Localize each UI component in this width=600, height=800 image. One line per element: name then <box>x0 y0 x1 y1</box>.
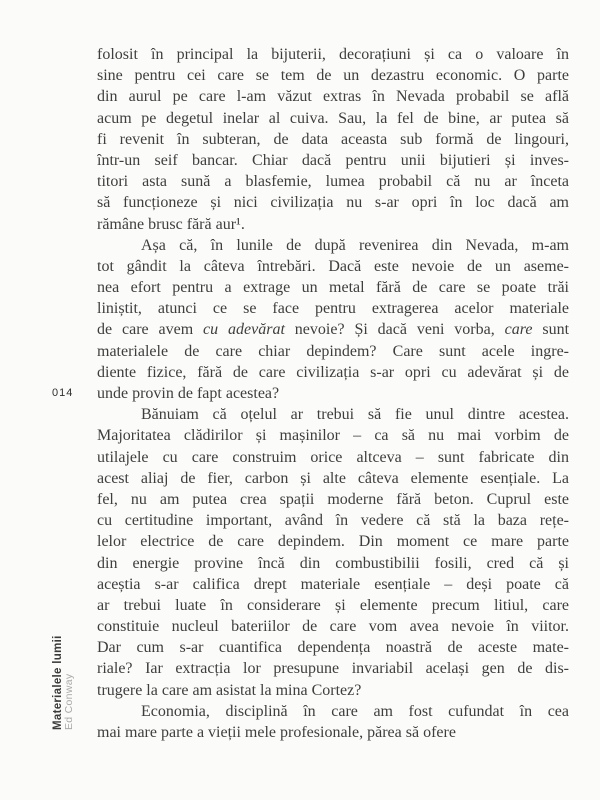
text-line: titori asta sună a blasfemie, lumea probabil că nu ar înceta <box>97 173 569 191</box>
text-line: Majoritatea clădirilor și mașinilor – ca să nu mai vorbim de <box>97 427 569 445</box>
text-line: din aurul pe care l-am văzut extras în Nevada probabil se află <box>97 88 569 106</box>
text-line: materialele de care chiar depindem? Care sunt acele ingre- <box>97 342 569 360</box>
text-line: din energie provine încă din combustibilii fosili, cred că și <box>97 554 569 572</box>
text-line: mai mare parte a vieții mele profesionale, părea să ofere <box>97 724 456 741</box>
text-line: nea efort pentru a extrage un metal fără de care se poate trăi <box>97 279 569 297</box>
text-line: într-un seif bancar. Chiar dacă pentru unii bijutieri și inves- <box>97 151 569 169</box>
body-text <box>97 44 569 743</box>
text-line: sine pentru cei care se tem de un dezastru economic. O parte <box>97 67 569 85</box>
text-line: Dar cum s-ar cuantifica dependența noastră de aceste mate- <box>97 639 569 657</box>
text-line: diente fizice, fără de care civilizația s-ar opri cu adevărat și de <box>97 363 569 381</box>
text-line: ar trebui luate în considerare și elemente precum litiul, care <box>97 596 569 614</box>
text-line: acest aliaj de fier, carbon și alte câteva elemente esențiale. La <box>97 469 569 487</box>
text-line: trugere la care am asistat la mina Cortez? <box>97 681 362 699</box>
text-line: liniștit, atunci ce se face pentru extragerea acelor materiale <box>97 300 569 318</box>
text-line: Așa că, în lunile de după revenirea din Nevada, m-am <box>141 236 569 254</box>
text-line: constituie nucleul bateriilor de care vom avea nevoie în viitor. <box>97 618 569 636</box>
text-line: rămâne brusc fără aur¹. <box>97 215 245 233</box>
text-line: de care avem cu adevărat nevoie? Și dacă veni vorba, care sunt <box>97 321 569 339</box>
text-line: Bănuiam că oțelul ar trebui să fie unul dintre acestea. <box>141 406 569 424</box>
page-number: 014 <box>52 387 74 399</box>
book-author-vertical: Ed Conway <box>63 673 75 730</box>
text-line: acum pe degetul inelar al cuiva. Sau, la fel de bine, ar putea să <box>97 109 569 127</box>
book-title-vertical: Materialele lumii <box>52 635 64 730</box>
text-line: tot gândit la câteva întrebări. Dacă este nevoie de un aseme- <box>97 257 569 275</box>
text-line: fi revenit în subteran, de data aceasta sub formă de lingouri, <box>97 130 569 148</box>
text-line: cu certitudine important, având în vedere că stă la baza rețe- <box>97 512 569 530</box>
text-line: Economia, disciplină în care am fost cufundat în cea <box>141 702 569 720</box>
text-line: folosit în principal la bijuterii, decorațiuni și ca o valoare în <box>97 46 569 63</box>
text-line: fel, nu am putea crea spații moderne fără beton. Cuprul este <box>97 490 569 508</box>
text-line: utilajele cu care construim orice altceva – sunt fabricate din <box>97 448 569 466</box>
text-line: să funcționeze și nici civilizația nu s-ar opri în loc dacă am <box>97 194 569 212</box>
text-line: lelor electrice de care depindem. Din moment ce mare parte <box>97 533 569 551</box>
text-line: aceștia s-ar califica drept materiale esențiale – deși poate că <box>97 575 569 593</box>
text-line: unde provin de fapt acestea? <box>97 385 280 402</box>
text-line: riale? Iar extracția lor presupune invariabil același gen de dis- <box>97 660 569 678</box>
